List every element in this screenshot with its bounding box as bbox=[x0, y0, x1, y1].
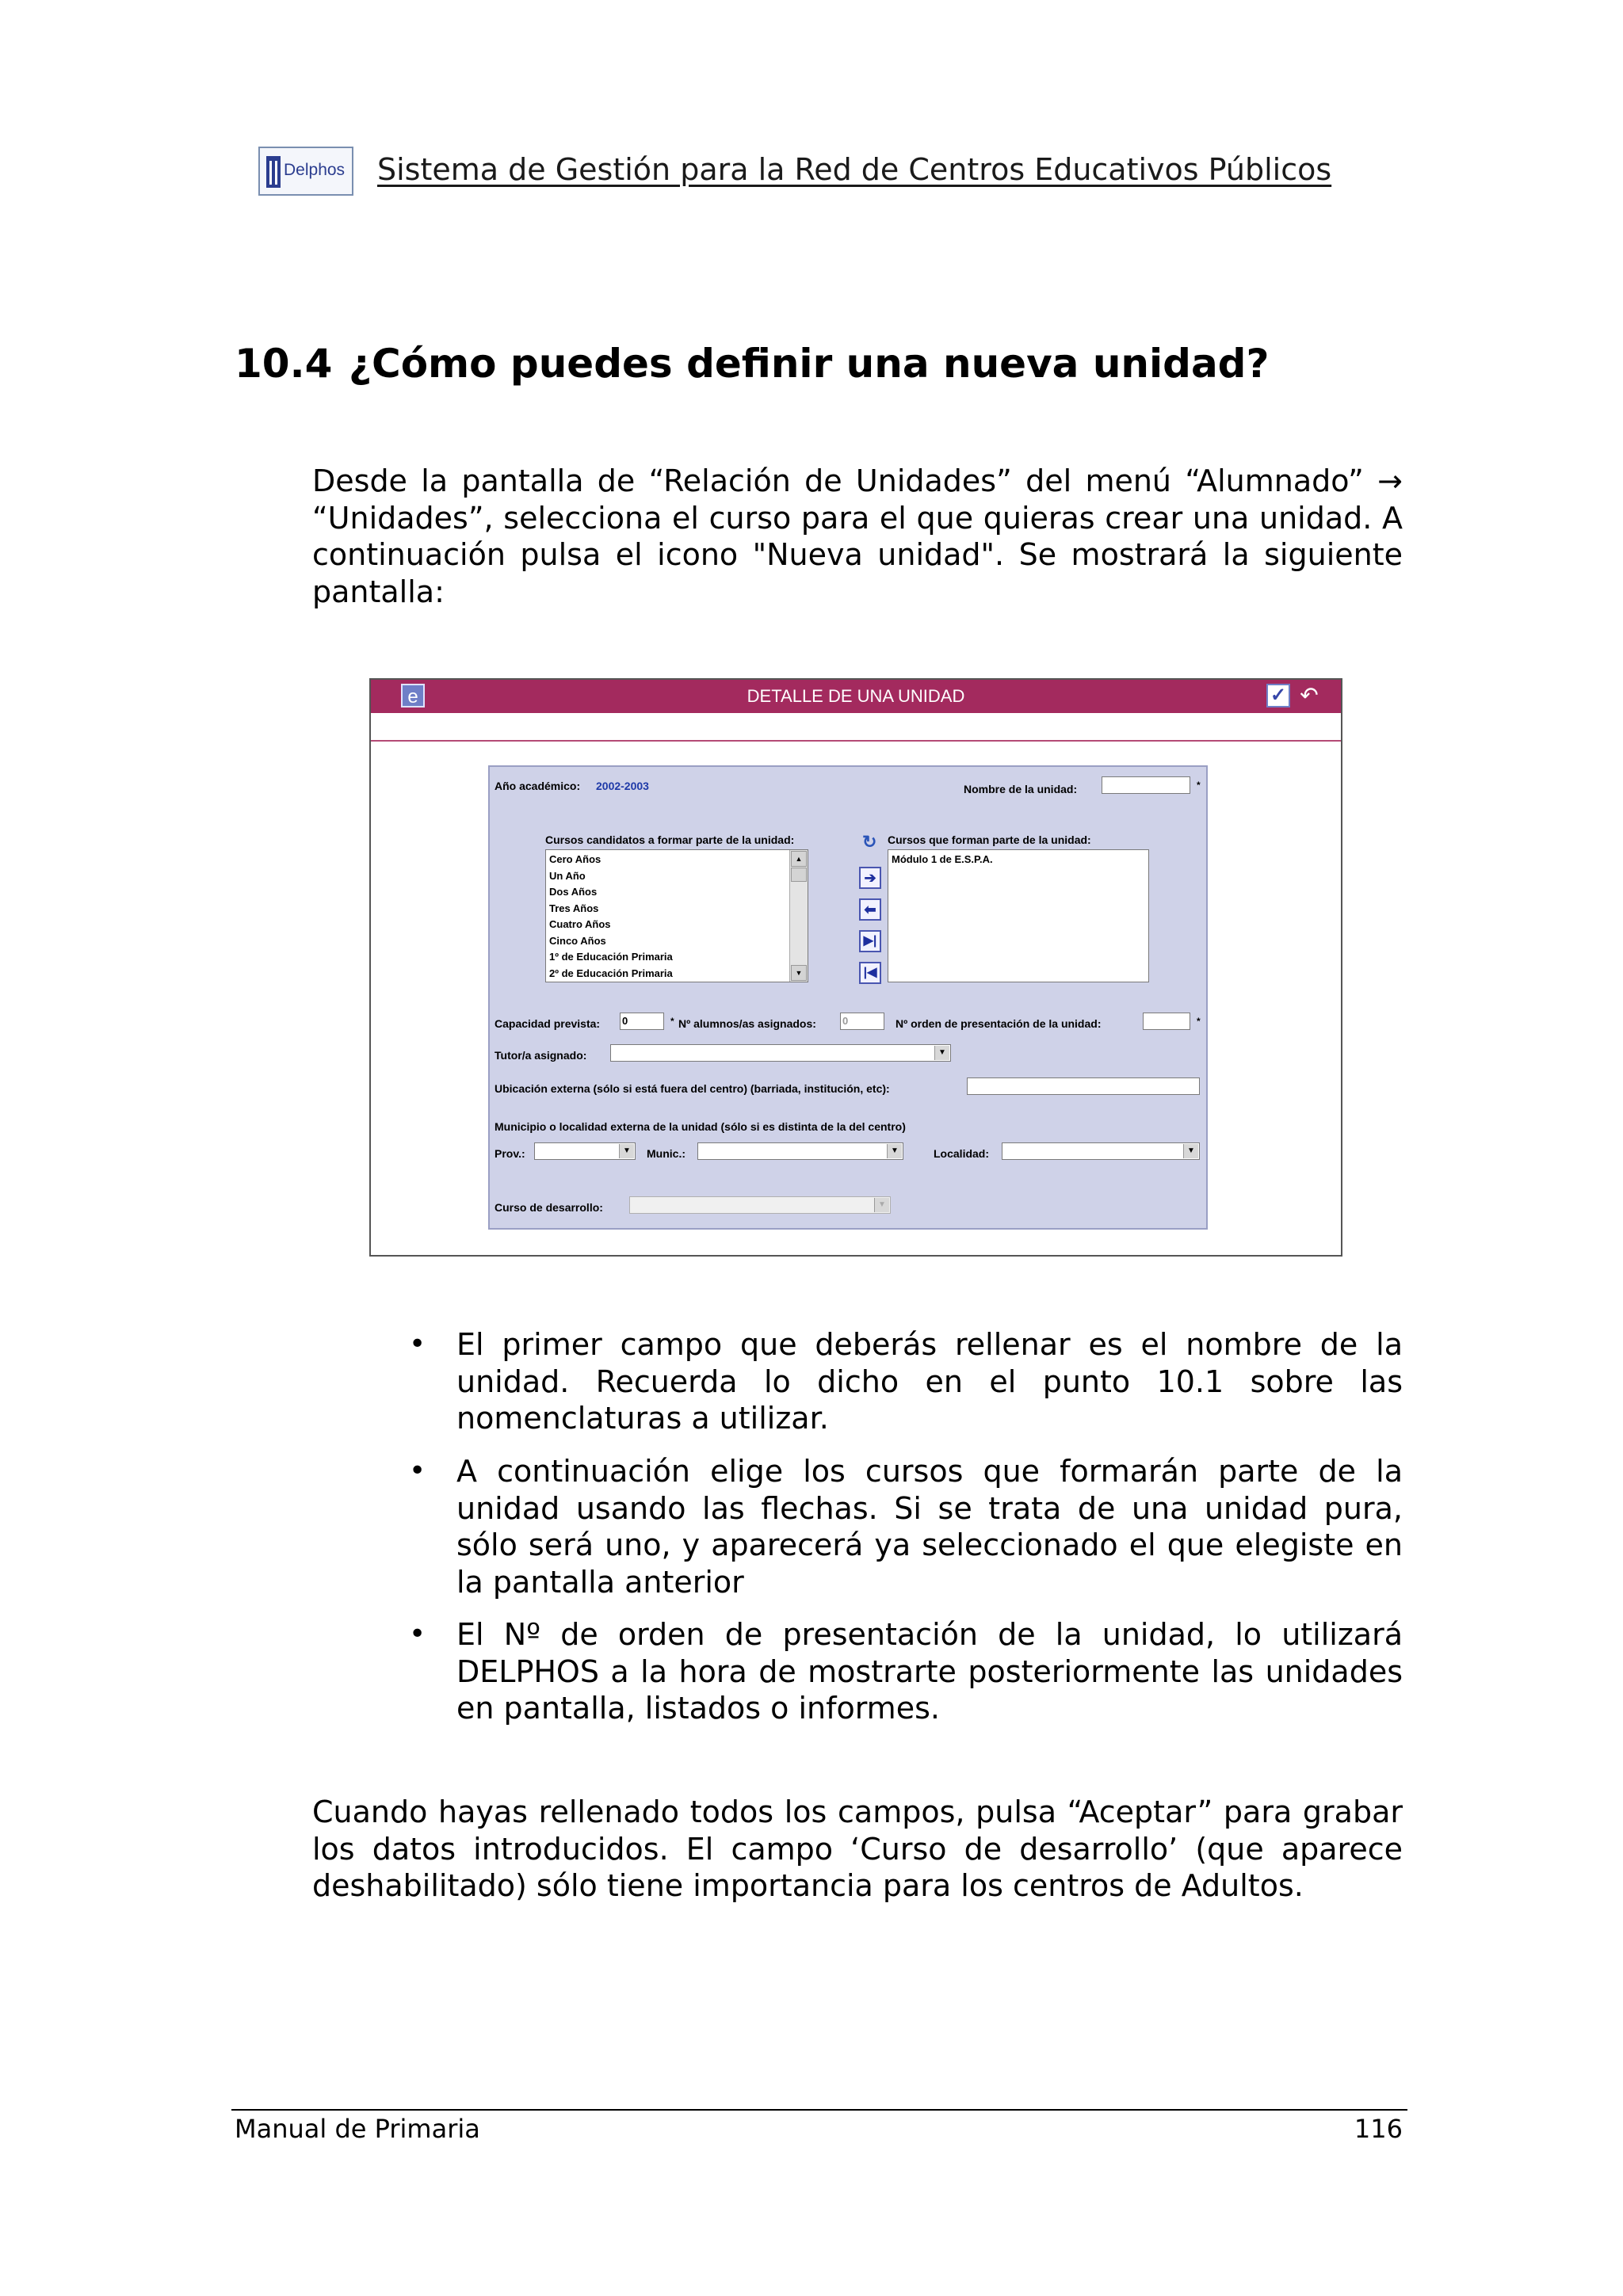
closing-line: Cuando hayas rellenado todos los campos, pulsa “Aceptar” para grabar bbox=[312, 1794, 1403, 1829]
assigned-students-label: Nº alumnos/as asignados: bbox=[678, 1017, 816, 1030]
list-item[interactable]: 2º de Educación Primaria bbox=[549, 967, 673, 979]
unit-name-input[interactable] bbox=[1102, 776, 1190, 794]
intro-line: “Unidades”, selecciona el curso para el que quieras crear una unidad. A bbox=[312, 500, 1403, 536]
intro-line: continuación pulsa el icono "Nueva unidad". Se mostrará la siguiente bbox=[312, 537, 1403, 572]
bullet-item bbox=[456, 1453, 1403, 1600]
arrow-right-icon[interactable]: ➔ bbox=[859, 867, 881, 889]
logo-text: Delphos bbox=[284, 161, 346, 179]
window-title: DETALLE DE UNA UNIDAD bbox=[747, 686, 965, 706]
development-course-select bbox=[629, 1196, 891, 1214]
list-item[interactable]: Cuatro Años bbox=[549, 918, 611, 930]
development-course-label: Curso de desarrollo: bbox=[495, 1201, 603, 1214]
unit-name-label: Nombre de la unidad: bbox=[964, 783, 1078, 795]
required-mark: * bbox=[1197, 780, 1201, 791]
required-mark: * bbox=[1197, 1016, 1201, 1027]
section-title: ¿Cómo puedes definir una nueva unidad? bbox=[349, 341, 1270, 387]
closing-line: deshabilitado) sólo tiene importancia para los centros de Adultos. bbox=[312, 1868, 1304, 1903]
chevron-down-icon[interactable]: ▼ bbox=[619, 1144, 634, 1158]
unit-form bbox=[488, 765, 1208, 1230]
footer-rule bbox=[231, 2109, 1407, 2111]
candidate-courses-list[interactable] bbox=[545, 849, 808, 982]
list-item[interactable]: Cinco Años bbox=[549, 934, 606, 947]
chevron-down-icon: ▼ bbox=[874, 1198, 889, 1212]
bullet-line: DELPHOS a la hora de mostrarte posteriormente las unidades bbox=[456, 1653, 1403, 1689]
list-item[interactable]: Dos Años bbox=[549, 886, 598, 898]
delphos-logo bbox=[258, 147, 353, 196]
chevron-down-icon[interactable]: ▼ bbox=[887, 1144, 902, 1158]
external-location-label: Ubicación externa (sólo si está fuera del centro) (barriada, institución, etc): bbox=[495, 1082, 890, 1095]
page-number: 116 bbox=[1354, 2114, 1403, 2144]
capacity-input[interactable]: 0 bbox=[620, 1013, 664, 1030]
bullet-glyph: • bbox=[409, 1618, 426, 1650]
prov-label: Prov.: bbox=[495, 1147, 525, 1160]
columns-icon bbox=[266, 156, 281, 188]
chevron-down-icon[interactable]: ▼ bbox=[1183, 1144, 1198, 1158]
bullet-glyph: • bbox=[409, 1455, 426, 1487]
list-item[interactable]: Tres Años bbox=[549, 902, 599, 914]
tutor-label: Tutor/a asignado: bbox=[495, 1049, 587, 1062]
capacity-label: Capacidad prevista: bbox=[495, 1017, 601, 1030]
intro-paragraph bbox=[312, 463, 1403, 610]
bullet-line: El primer campo que deberás rellenar es el nombre de la bbox=[456, 1327, 1403, 1362]
bullet-item bbox=[456, 1616, 1403, 1727]
header-title: Sistema de Gestión para la Red de Centros Educativos Públicos bbox=[377, 152, 1332, 187]
bullet-line: unidad. Recuerda lo dicho en el punto 10.1 sobre las bbox=[456, 1363, 1403, 1399]
unit-detail-screenshot bbox=[369, 678, 1342, 1257]
list-item[interactable]: Módulo 1 de E.S.P.A. bbox=[892, 853, 993, 865]
closing-line: los datos introducidos. El campo ‘Curso de desarrollo’ (que aparece bbox=[312, 1831, 1403, 1867]
bullet-line: unidad usando las flechas. Si se trata de una unidad pura, bbox=[456, 1490, 1403, 1526]
bullet-line: la pantalla anterior bbox=[456, 1564, 744, 1600]
munic-label: Munic.: bbox=[647, 1147, 685, 1160]
municipality-heading: Municipio o localidad externa de la unidad (sólo si es distinta de la del centro) bbox=[495, 1120, 906, 1133]
bullet-line: El Nº de orden de presentación de la unidad, lo utilizará bbox=[456, 1617, 1403, 1652]
bullet-line: en pantalla, listados o informes. bbox=[456, 1691, 940, 1726]
footer-manual-name: Manual de Primaria bbox=[235, 2114, 480, 2144]
scroll-down-icon[interactable]: ▼ bbox=[791, 965, 807, 981]
section-heading bbox=[235, 341, 1269, 387]
locality-select[interactable] bbox=[1002, 1142, 1200, 1160]
intro-line: Desde la pantalla de “Relación de Unidades” del menú “Alumnado” → bbox=[312, 463, 1403, 498]
list-item[interactable]: 1º de Educación Primaria bbox=[549, 951, 673, 963]
bullet-line: nomenclaturas a utilizar. bbox=[456, 1401, 829, 1436]
arrow-all-left-icon[interactable]: |◀ bbox=[859, 962, 881, 984]
munic-select[interactable] bbox=[697, 1142, 903, 1160]
intro-line: pantalla: bbox=[312, 574, 445, 609]
arrow-all-right-icon[interactable]: ▶| bbox=[859, 930, 881, 952]
section-number: 10.4 bbox=[235, 341, 333, 387]
bullet-glyph: • bbox=[409, 1328, 426, 1360]
title-divider bbox=[371, 740, 1341, 742]
order-input[interactable] bbox=[1143, 1013, 1190, 1030]
assigned-students-input: 0 bbox=[840, 1013, 884, 1030]
order-label: Nº orden de presentación de la unidad: bbox=[896, 1017, 1102, 1030]
closing-paragraph bbox=[312, 1794, 1403, 1905]
bullet-item bbox=[456, 1326, 1403, 1437]
tutor-select[interactable] bbox=[610, 1044, 951, 1062]
scroll-up-icon[interactable]: ▲ bbox=[791, 851, 807, 867]
selected-courses-list[interactable] bbox=[888, 849, 1149, 982]
academic-year-value: 2002-2003 bbox=[596, 780, 649, 792]
check-icon[interactable]: ✓ bbox=[1266, 684, 1290, 707]
selected-courses-label: Cursos que forman parte de la unidad: bbox=[888, 833, 1091, 846]
external-location-input[interactable] bbox=[967, 1077, 1200, 1095]
window-titlebar bbox=[371, 680, 1341, 713]
scroll-thumb[interactable] bbox=[791, 868, 807, 882]
arrow-left-icon[interactable]: ⬅ bbox=[859, 898, 881, 921]
academic-year-label: Año académico: bbox=[495, 780, 581, 792]
bullet-line: sólo será uno, y aparecerá ya seleccionado el que elegiste en bbox=[456, 1527, 1403, 1562]
bullet-line: A continuación elige los cursos que formarán parte de la bbox=[456, 1454, 1403, 1489]
scrollbar[interactable] bbox=[789, 850, 808, 982]
required-mark: * bbox=[670, 1016, 674, 1027]
e-icon[interactable]: e bbox=[401, 684, 425, 707]
locality-label: Localidad: bbox=[934, 1147, 990, 1160]
chevron-down-icon[interactable]: ▼ bbox=[934, 1046, 949, 1060]
list-item[interactable]: Un Año bbox=[549, 869, 586, 882]
refresh-icon[interactable]: ↻ bbox=[862, 832, 877, 852]
undo-icon[interactable]: ↶ bbox=[1300, 683, 1319, 707]
list-item[interactable]: Cero Años bbox=[549, 853, 601, 865]
prov-select[interactable] bbox=[534, 1142, 636, 1160]
candidates-label: Cursos candidatos a formar parte de la unidad: bbox=[545, 833, 795, 846]
